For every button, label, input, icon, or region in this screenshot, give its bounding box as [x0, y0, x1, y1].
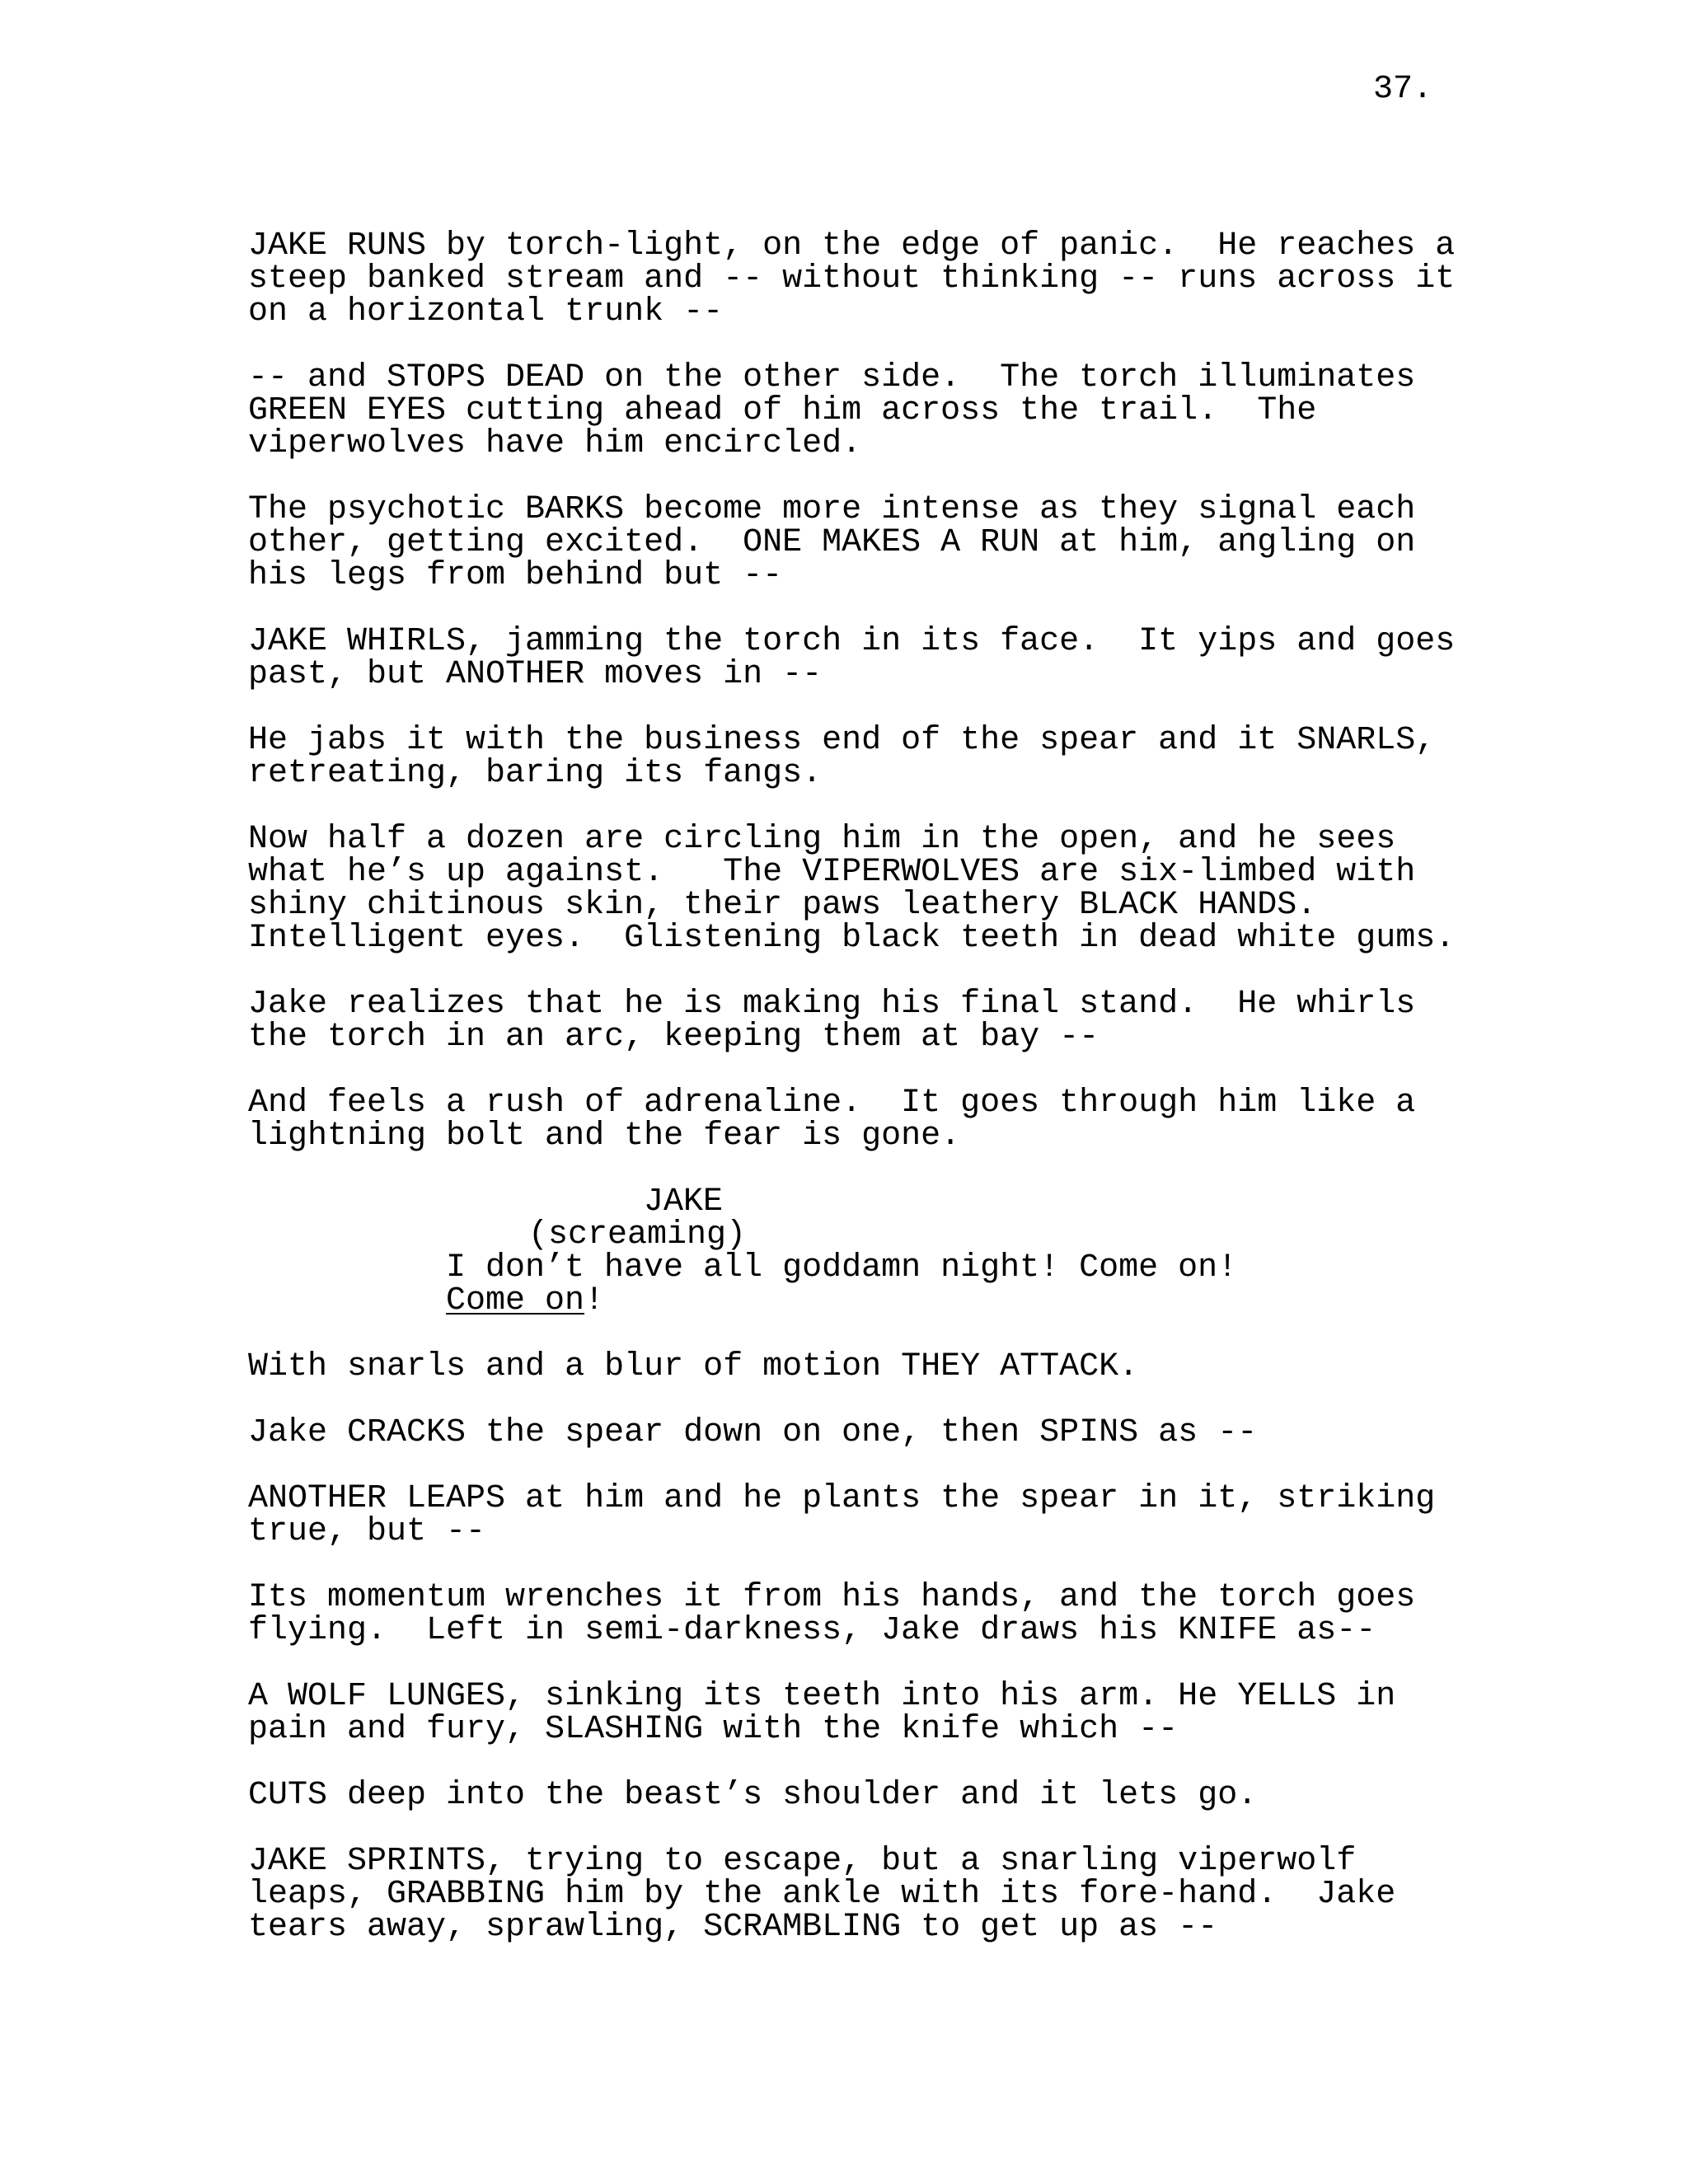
action-line: He jabs it with the business end of the spear and it SNARLS, [248, 722, 1436, 759]
action-line: A WOLF LUNGES, sinking its teeth into his arm. He YELLS in [248, 1678, 1396, 1715]
action-line: past, but ANOTHER moves in -- [248, 656, 823, 693]
screenplay-page-body [248, 227, 1456, 1977]
action-paragraph-15 [248, 1845, 1451, 1944]
action-line: shiny chitinous skin, their paws leathery BLACK HANDS. [248, 887, 1317, 924]
action-paragraph-10 [248, 1414, 1451, 1451]
action-line: JAKE WHIRLS, jamming the torch in its face. It yips and goes [248, 623, 1456, 660]
action-line: JAKE RUNS by torch-light, on the edge of panic. He reaches a [248, 227, 1456, 265]
action-line: With snarls and a blur of motion THEY ATTACK. [248, 1348, 1139, 1385]
action-line: GREEN EYES cutting ahead of him across the trail. The [248, 392, 1317, 429]
dialogue-block [248, 1183, 1451, 1319]
action-line: true, but -- [248, 1513, 486, 1550]
character-cue: JAKE [644, 1183, 724, 1221]
action-line: Intelligent eyes. Glistening black teeth in dead white gums. [248, 920, 1456, 957]
action-paragraph-11 [248, 1480, 1451, 1550]
action-paragraph-1 [248, 227, 1456, 330]
action-line: pain and fury, SLASHING with the knife which -- [248, 1711, 1179, 1748]
action-paragraph-5 [248, 724, 1451, 790]
action-line: what he’s up against. The VIPERWOLVES are six-limbed with [248, 854, 1416, 891]
action-paragraph-13 [248, 1680, 1451, 1746]
action-line: Jake realizes that he is making his final stand. He whirls [248, 986, 1416, 1023]
action-paragraph-14 [248, 1779, 1451, 1812]
action-line: tears away, sprawling, SCRAMBLING to get up as -- [248, 1909, 1218, 1946]
action-paragraph-2 [248, 359, 1451, 462]
dialogue-line-rest: ! [584, 1282, 605, 1319]
action-line: Now half a dozen are circling him in the open, and he sees [248, 821, 1396, 858]
action-line: lightning bolt and the fear is gone. [248, 1118, 961, 1155]
action-line: retreating, baring its fangs. [248, 755, 823, 792]
action-line: on a horizontal trunk -- [248, 293, 724, 330]
action-paragraph-9 [248, 1348, 1451, 1385]
dialogue-line: I don’t have all goddamn night! Come on! [446, 1249, 1238, 1286]
action-line: other, getting excited. ONE MAKES A RUN at him, angling on [248, 524, 1416, 561]
underlined-emphasis: Come on [446, 1282, 585, 1319]
action-line: Jake CRACKS the spear down on one, then SPINS as -- [248, 1414, 1258, 1451]
action-line: ANOTHER LEAPS at him and he plants the spear in it, striking [248, 1480, 1436, 1517]
action-line: viperwolves have him encircled. [248, 425, 862, 462]
action-paragraph-12 [248, 1579, 1451, 1649]
action-paragraph-3 [248, 491, 1451, 594]
action-line: CUTS deep into the beast’s shoulder and it lets go. [248, 1777, 1258, 1814]
action-line: leaps, GRABBING him by the ankle with its fore-hand. Jake [248, 1876, 1396, 1913]
parenthetical: (screaming) [528, 1216, 747, 1254]
action-line: -- and STOPS DEAD on the other side. The torch illuminates [248, 359, 1416, 396]
action-line: JAKE SPRINTS, trying to escape, but a snarling viperwolf [248, 1843, 1357, 1880]
dialogue-line [248, 1282, 1451, 1319]
action-line: Its momentum wrenches it from his hands, and the torch goes [248, 1579, 1416, 1616]
action-line: flying. Left in semi-darkness, Jake draws his KNIFE as-- [248, 1612, 1376, 1649]
action-paragraph-8 [248, 1087, 1451, 1153]
page-number: 37. [1373, 71, 1433, 108]
action-line: his legs from behind but -- [248, 557, 783, 594]
action-line: the torch in an arc, keeping them at bay -- [248, 1019, 1100, 1056]
action-line: And feels a rush of adrenaline. It goes through him like a [248, 1085, 1416, 1122]
action-line: The psychotic BARKS become more intense as they signal each [248, 491, 1416, 528]
action-paragraph-7 [248, 988, 1451, 1054]
action-paragraph-4 [248, 623, 1456, 693]
action-line: steep banked stream and -- without thinking -- runs across it [248, 260, 1456, 298]
action-paragraph-6 [248, 821, 1456, 957]
